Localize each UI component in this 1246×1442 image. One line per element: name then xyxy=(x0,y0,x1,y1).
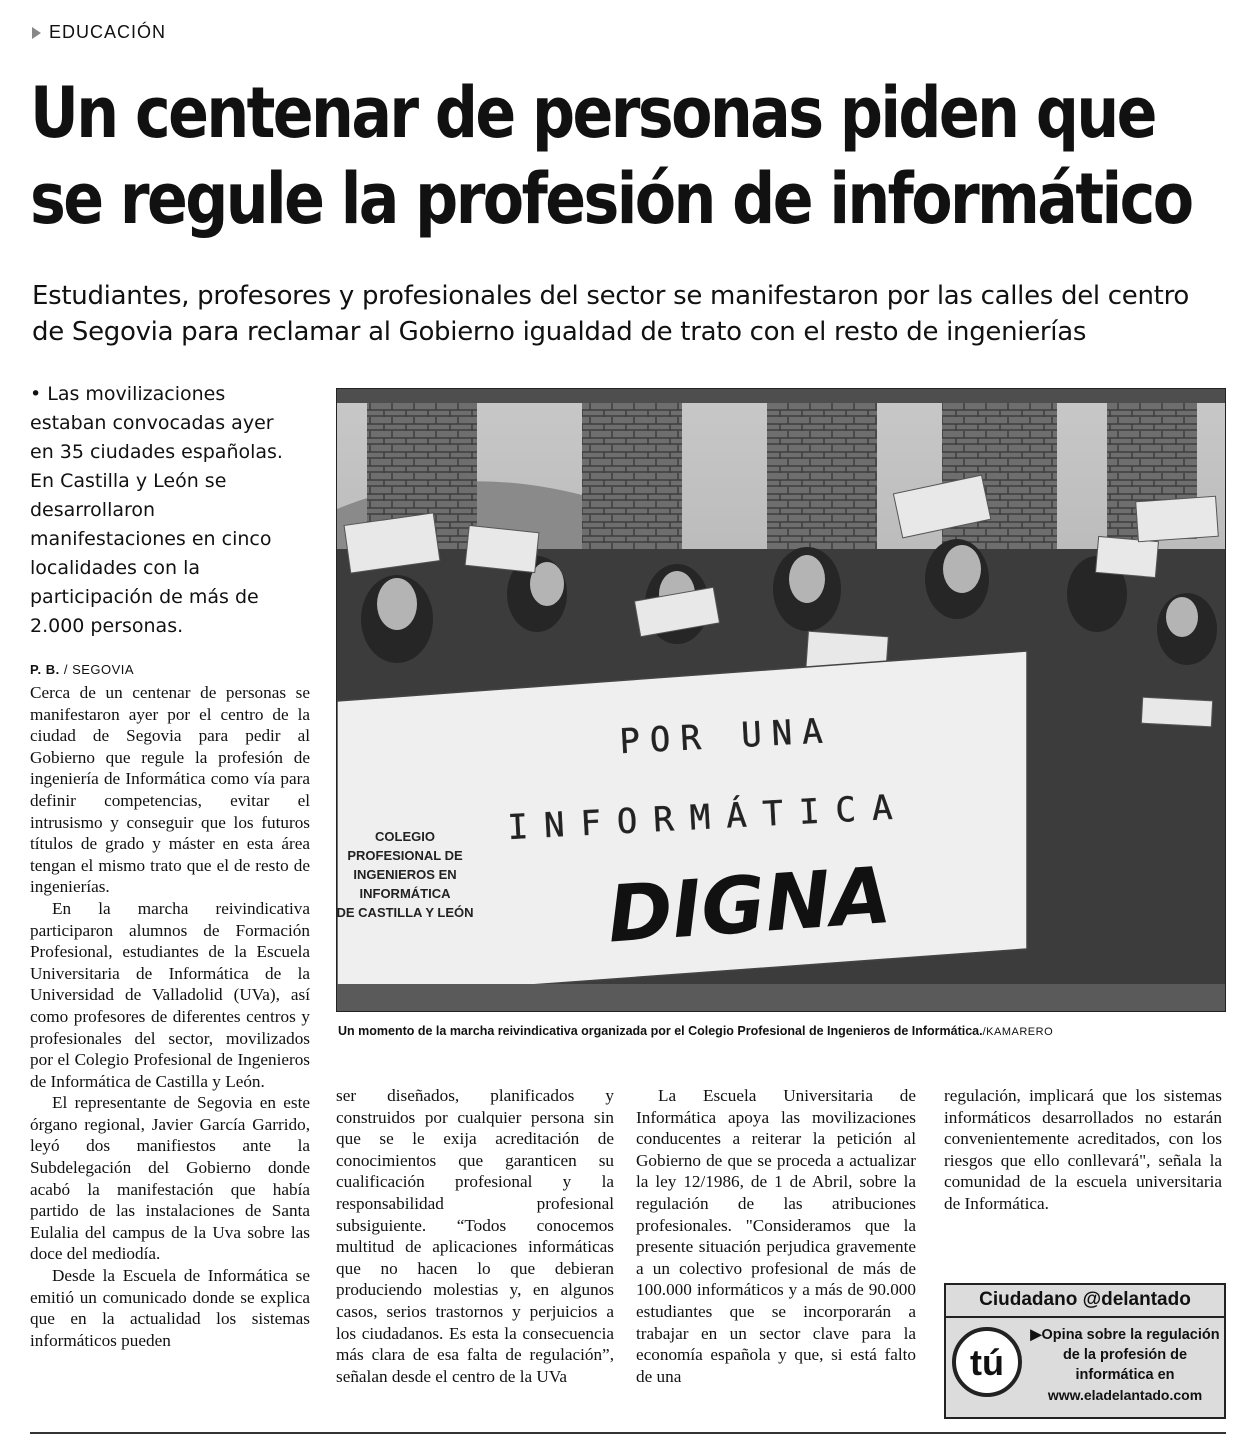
bottom-rule xyxy=(30,1432,1226,1434)
body-column-3 xyxy=(636,1085,916,1387)
subheadline xyxy=(32,278,1232,350)
paragraph: regulación, implicará que los sistemas informáticos desarrollados no estarán convenientemente acreditados, con los riesgos que ello conllevará", señala la comunidad de la escuela universitaria de Informática. xyxy=(944,1086,1222,1213)
body-column-1 xyxy=(30,682,310,1351)
byline xyxy=(30,662,134,677)
banner-line-3: DIGNA xyxy=(604,850,894,961)
body-column-4 xyxy=(944,1085,1222,1215)
news-photo xyxy=(336,388,1226,1012)
banner-line-2: INFORMÁTICA xyxy=(506,787,910,849)
banner-org-line: DE CASTILLA Y LEÓN xyxy=(337,905,474,920)
photo-caption xyxy=(338,1024,1238,1038)
section-label xyxy=(32,22,166,43)
paragraph: ser diseñados, planificados y construidos por cualquier persona sin que se le exija acreditación de conocimientos que garanticen su cualificación profesional y la responsabilidad profesional subsiguiente. “Todos conocemos multitud de aplicaciones informáticas que no hacen lo que debieran produciendo molestias y, en algunos casos, serios trastornos y perjuicios a los ciudadanos. Es esta la consecuencia más clara de esa falta de regulación”, señalan desde el centro de la UVa xyxy=(336,1086,614,1386)
body-column-2 xyxy=(336,1085,614,1387)
byline-place: / SEGOVIA xyxy=(63,662,135,677)
byline-author: P. B. xyxy=(30,662,60,677)
promo-box xyxy=(944,1283,1226,1419)
paragraph: Desde la Escuela de Informática se emitió un comunicado donde se explica que en la actualidad los sistemas informáticos pueden xyxy=(30,1266,310,1350)
headline xyxy=(30,70,1192,242)
photo-credit: /KAMARERO xyxy=(982,1026,1054,1038)
paragraph: El representante de Segovia en este órgano regional, Javier García Garrido, leyó dos manifiestos ante la Subdelegación del Gobierno donde acabó la manifestación que había partido de las instalaciones de Santa Eulalia del campus de la Uva sobre las doce del mediodía. xyxy=(30,1093,310,1264)
paragraph: En la marcha reivindicativa participaron alumnos de Formación Profesional, estudiantes de la Escuela Universitaria de Informática de la Universidad de Valladolid (UVa), así como profesores de diferentes centros y profesionales del sector, movilizados por el Colegio Profesional de Ingenieros de Informática de Castilla y León. xyxy=(30,898,310,1091)
promo-divider xyxy=(946,1316,1224,1318)
banner-org-line: COLEGIO xyxy=(375,829,435,844)
promo-link[interactable]: www.eladelantado.com xyxy=(1047,1387,1203,1403)
subheadline-line-2: de Segovia para reclamar al Gobierno igualdad de trato con el resto de ingenierías xyxy=(32,317,1087,347)
promo-title: Ciudadano @delantado xyxy=(979,1289,1191,1310)
banner-org-line: INFORMÁTICA xyxy=(359,886,451,901)
lead-summary: • Las movilizaciones estaban convocadas ayer en 35 ciudades españolas. En Castilla y León se desarrollaron manifestaciones en cinco localidades con la participación de más de 2.000 personas. xyxy=(30,383,283,637)
headline-line-1: Un centenar de personas piden que xyxy=(30,72,1155,154)
subheadline-line-1: Estudiantes, profesores y profesionales del sector se manifestaron por las calles del centro xyxy=(32,281,1189,311)
banner-org-line: PROFESIONAL DE xyxy=(347,848,463,863)
paragraph: Cerca de un centenar de personas se manifestaron ayer por el centro de la ciudad de Segovia para pedir al Gobierno que regule la profesión de ingeniería de Informática como vía para definir competencias, evitar el intrusismo y conseguir que los futuros títulos de grado y máster en esta área tengan el mismo trato que el de resto de ingenierías. xyxy=(30,683,310,897)
headline-line-2: se regule la profesión de informático xyxy=(30,158,1192,240)
tu-logo-icon xyxy=(950,1325,1024,1399)
protest-photo-illustration xyxy=(337,389,1225,1011)
section-label-text: EDUCACIÓN xyxy=(49,22,167,42)
promo-text-block xyxy=(1030,1325,1220,1405)
triangle-bullet-icon xyxy=(32,27,41,39)
caption-text: Un momento de la marcha reivindicativa organizada por el Colegio Profesional de Ingenieros de Informática. xyxy=(338,1024,983,1038)
paragraph: La Escuela Universitaria de Informática apoya las movilizaciones conducentes a reiterar la petición al Gobierno de que se proceda a actualizar la ley 12/1986, de 1 de Abril, sobre la regulación de las atribuciones profesionales. "Consideramos que la presente situación perjudica gravemente a un colectivo profesional de más de 100.000 informáticos y a más de 90.000 estudiantes que se incorporarán a trabajar en un sector clave para la economía española y que, si está falto de una xyxy=(636,1086,916,1386)
promo-logo-text: tú xyxy=(970,1342,1004,1383)
promo-text: ▶Opina sobre la regulación de la profesión de informática en xyxy=(1030,1327,1220,1383)
banner-line-1: POR UNA xyxy=(618,711,834,763)
banner-org-line: INGENIEROS EN xyxy=(353,867,457,882)
